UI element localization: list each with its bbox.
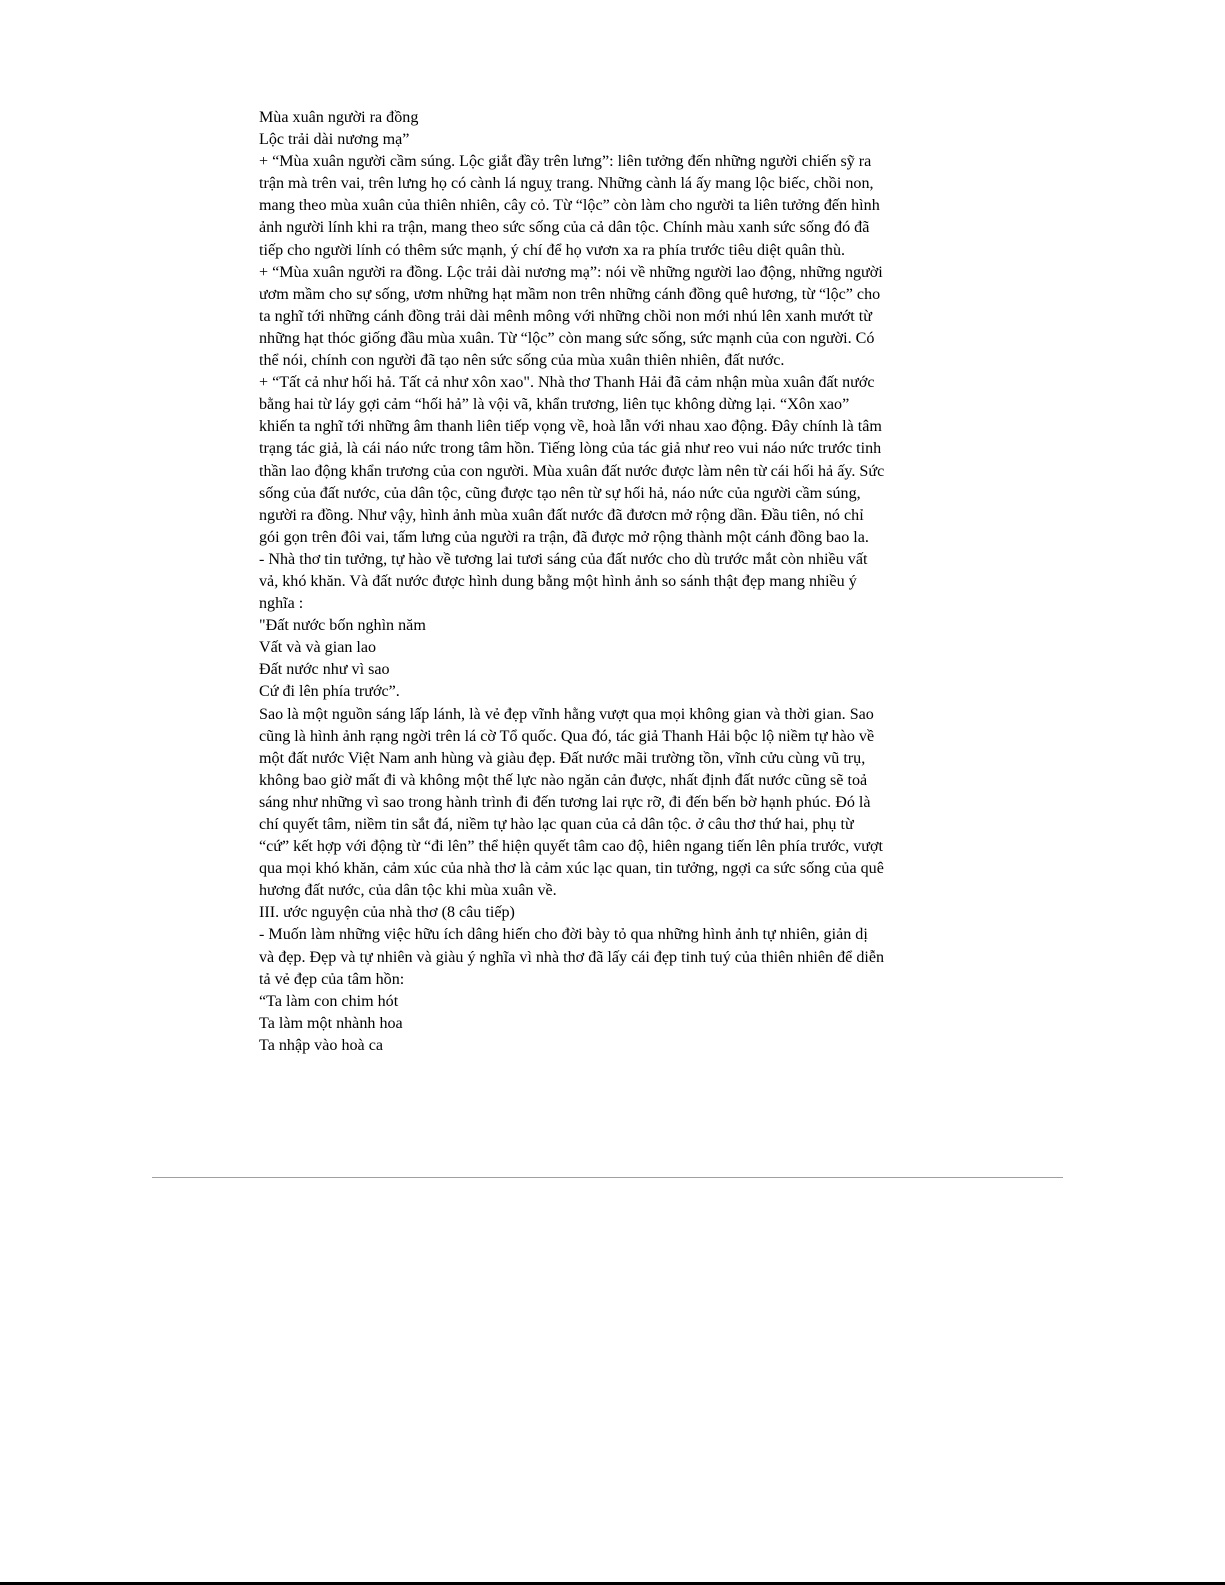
text-line: + “Mùa xuân người cầm súng. Lộc giắt đầy trên lưng”: liên tưởng đến những người chiến sỹ ra — [259, 153, 872, 171]
text-line: không bao giờ mất đi và không một thế lực nào ngăn cản được, nhất định đất nước cũng sẽ toả — [259, 771, 868, 789]
text-line: Mùa xuân người ra đồng — [259, 109, 419, 126]
text-line: mang theo mùa xuân của thiên nhiên, cây cỏ. Từ “lộc” còn làm cho người ta liên tưởng đến hình — [259, 197, 880, 215]
text-line: những hạt thóc giống đầu mùa xuân. Từ “lộc” còn mang sức sống, sức mạnh của con người. Có — [259, 329, 875, 347]
text-line: hương đất nước, của dân tộc khi mùa xuân về. — [259, 882, 557, 900]
text-line: bằng hai từ láy gợi cảm “hối hả” là vội vã, khẩn trương, liên tục không dừng lại. “Xôn xao” — [259, 396, 850, 414]
text-line: tiếp cho người lính có thêm sức mạnh, ý chí để họ vươn xa ra phía trước tiêu diệt quân thù. — [259, 241, 846, 259]
text-line: ảnh người lính khi ra trận, mang theo sức sống của cả dân tộc. Chính màu xanh sức sống đó đã — [259, 219, 870, 237]
text-line: ta nghĩ tới những cánh đồng trải dài mênh mông với những chồi non mới nhú lên xanh mướt từ — [259, 307, 872, 325]
section-heading: III. ước nguyện của nhà thơ (8 câu tiếp) — [259, 904, 515, 922]
text-line: chí quyết tâm, niềm tin sắt đá, niềm tự hào lạc quan của cả dân tộc. ở câu thơ thứ hai, phụ từ — [259, 816, 854, 833]
poem-line: Đất nước như vì sao — [259, 661, 390, 679]
text-line: trận mà trên vai, trên lưng họ có cành lá nguỵ trang. Những cành lá ấy mang lộc biếc, chồi non, — [259, 175, 874, 193]
text-line: - Nhà thơ tin tưởng, tự hào về tương lai tươi sáng của đất nước cho dù trước mắt còn nhiều vất — [259, 550, 868, 568]
text-line: nghĩa : — [259, 595, 304, 613]
page-divider — [152, 1177, 1063, 1178]
poem-line: Ta làm một nhành hoa — [259, 1014, 403, 1032]
poem-line: Vất và và gian lao — [259, 639, 377, 657]
text-line: người ra đồng. Như vậy, hình ảnh mùa xuân đất nước đã đươcn mở rộng dần. Đầu tiên, nó chỉ — [259, 506, 864, 524]
text-line: Lộc trải dài nương mạ” — [259, 131, 410, 149]
text-line: trạng tác giả, là cái náo nức trong tâm hồn. Tiếng lòng của tác giả như reo vui náo nức trước tinh — [259, 440, 882, 458]
text-line: “cứ” kết hợp với động từ “đi lên” thể hiện quyết tâm cao độ, hiên ngang tiến lên phía trước, vượt — [259, 838, 883, 856]
text-line: vả, khó khăn. Và đất nước được hình dung bằng một hình ảnh so sánh thật đẹp mang nhiều ý — [259, 572, 857, 590]
poem-line: “Ta làm con chim hót — [259, 992, 399, 1010]
text-line: ươm mầm cho sự sống, ươm những hạt mầm non trên những cánh đồng quê hương, từ “lộc” cho — [259, 285, 881, 303]
text-line: cũng là hình ảnh rạng ngời trên lá cờ Tổ quốc. Qua đó, tác giả Thanh Hải bộc lộ niềm tự hào về — [259, 727, 875, 745]
text-line: sáng như những vì sao trong hành trình đi đến tương lai rực rỡ, đi đến bến bờ hạnh phúc. Đó là — [259, 793, 871, 811]
text-line: một đất nước Việt Nam anh hùng và giàu đẹp. Đất nước mãi trường tồn, vĩnh cửu cùng vũ trụ, — [259, 749, 866, 767]
text-line: thể nói, chính con người đã tạo nên sức sống của mùa xuân thiên nhiên, đất nước. — [259, 352, 785, 370]
text-line: thần lao động khẩn trương của con người. Mùa xuân đất nước được làm nên từ cái hối hả ấy. Sức — [259, 462, 885, 480]
text-line: sống của đất nước, của dân tộc, cũng được tạo nên từ sự hối hả, náo nức của người cầm súng, — [259, 484, 861, 502]
poem-line: Cứ đi lên phía trước”. — [259, 683, 400, 701]
poem-line: "Đất nước bốn nghìn năm — [259, 617, 426, 635]
text-line: gói gọn trên đôi vai, tấm lưng của người ra trận, đã được mở rộng thành một cánh đồng bao la. — [259, 528, 869, 546]
text-line: tả vẻ đẹp của tâm hồn: — [259, 970, 405, 988]
text-line: khiến ta nghĩ tới những âm thanh liên tiếp vọng về, hoà lẫn với nhau xao động. Đây chính là tâm — [259, 418, 882, 436]
text-line: qua mọi khó khăn, cảm xúc của nhà thơ là cảm xúc lạc quan, tin tưởng, ngợi ca sức sống của quê — [259, 860, 884, 878]
document-text-body — [259, 107, 959, 1057]
text-line: + “Tất cả như hối hả. Tất cả như xôn xao". Nhà thơ Thanh Hải đã cảm nhận mùa xuân đất nước — [259, 374, 875, 392]
text-line: - Muốn làm những việc hữu ích dâng hiến cho đời bày tỏ qua những hình ảnh tự nhiên, giản dị — [259, 926, 868, 944]
poem-line: Ta nhập vào hoà ca — [259, 1036, 383, 1054]
text-line: Sao là một nguồn sáng lấp lánh, là vẻ đẹp vĩnh hằng vượt qua mọi không gian và thời gian. Sao — [259, 705, 874, 723]
text-line: + “Mùa xuân người ra đồng. Lộc trải dài nương mạ”: nói về những người lao động, những người — [259, 263, 883, 281]
text-line: và đẹp. Đẹp và tự nhiên và giàu ý nghĩa vì nhà thơ đã lấy cái đẹp tinh tuý của thiên nhiên để diễn — [259, 948, 885, 966]
